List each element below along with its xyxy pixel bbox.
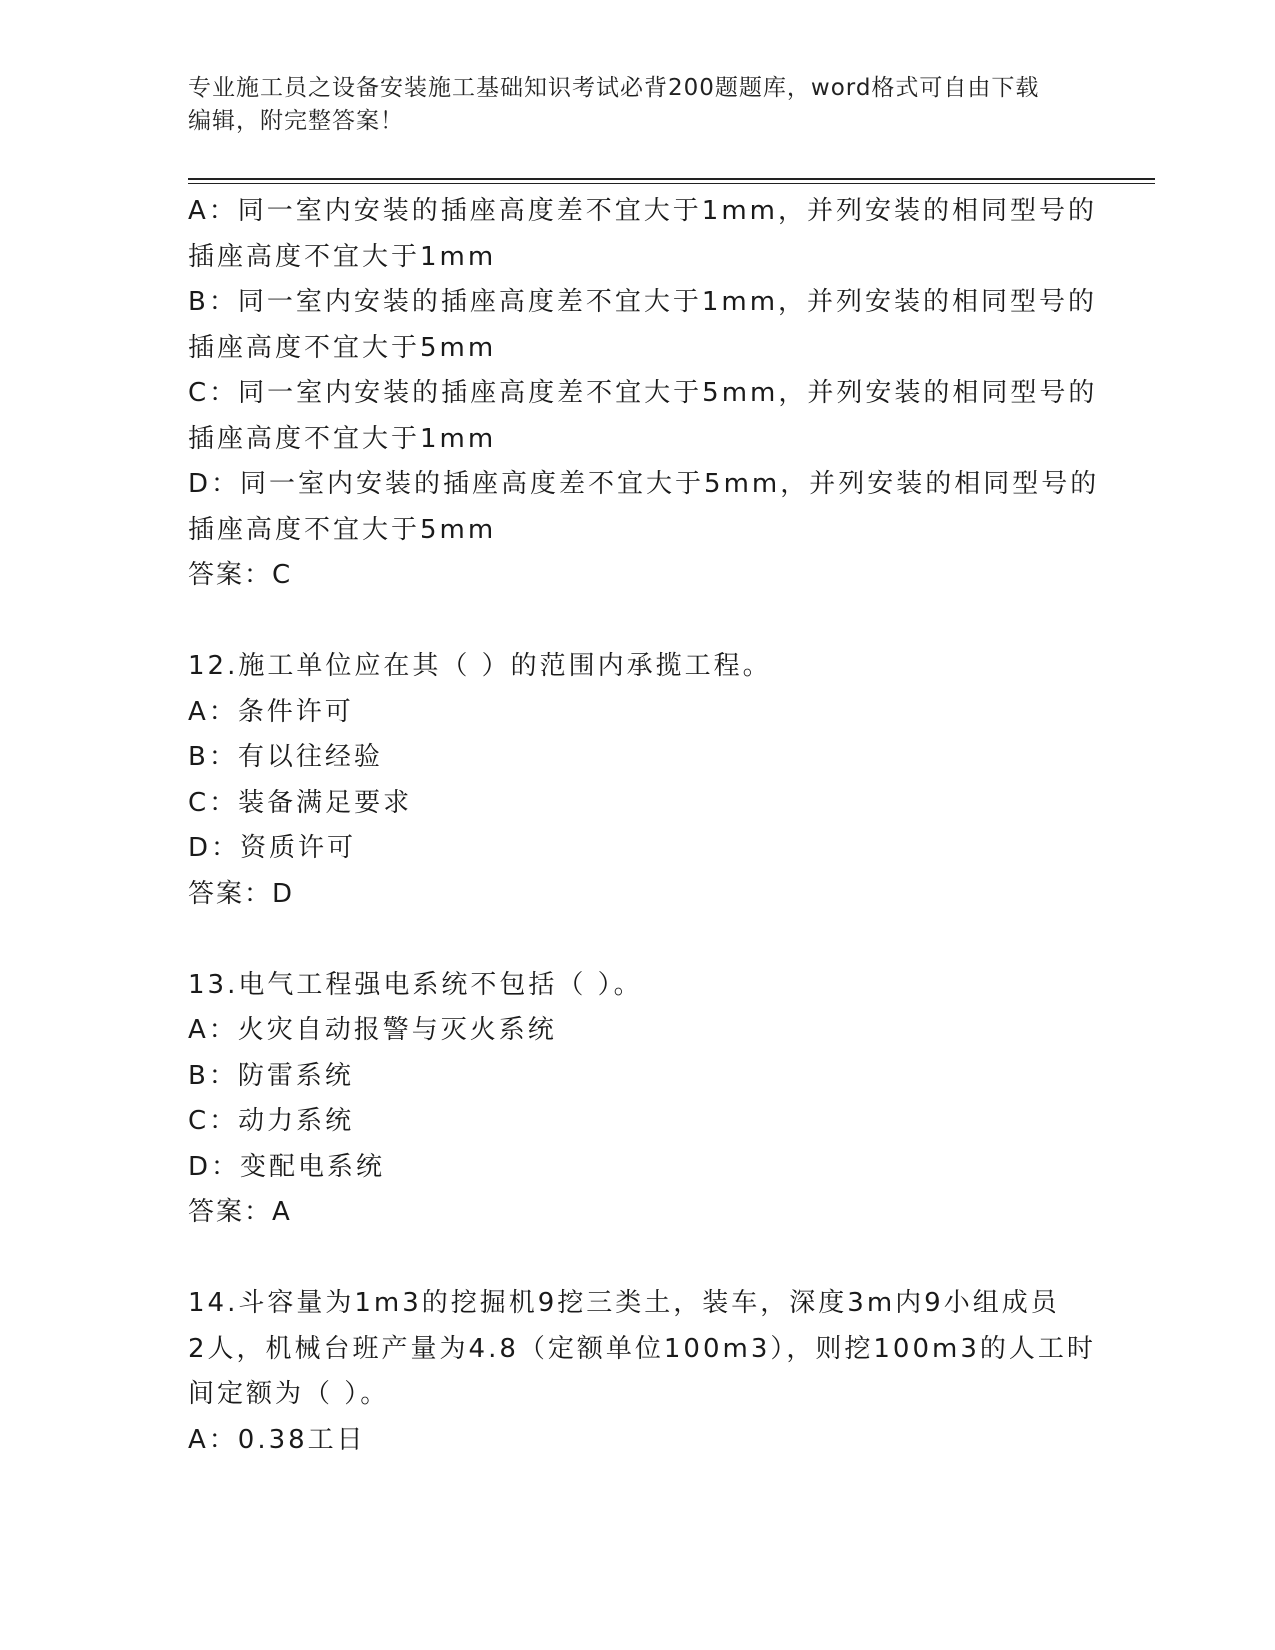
question-13 bbox=[188, 963, 1088, 1236]
option-line: A：同一室内安装的插座高度差不宜大于1mm，并列安装的相同型号的 bbox=[188, 196, 1097, 226]
spacer bbox=[188, 1236, 1088, 1282]
answer-text: 答案：A bbox=[188, 1197, 292, 1227]
header-line-1: 专业施工员之设备安装施工基础知识考试必背200题题库，word格式可自由下载 bbox=[188, 75, 1040, 101]
option-b: B：防雷系统 bbox=[188, 1060, 354, 1091]
header-divider-thin bbox=[188, 183, 1155, 184]
option-a: A：条件许可 bbox=[188, 696, 354, 727]
option-b: B：有以往经验 bbox=[188, 742, 383, 772]
question-text-line-2: 2人，机械台班产量为4.8（定额单位100m3），则挖100m3的人工时 bbox=[188, 1333, 1096, 1364]
option-a: A：火灾自动报警与灭火系统 bbox=[188, 1015, 557, 1045]
answer-text: 答案：C bbox=[188, 560, 293, 590]
option-d: D：资质许可 bbox=[188, 833, 357, 863]
header-line-2: 编辑，附完整答案！ bbox=[188, 108, 404, 134]
option-line: 插座高度不宜大于1mm bbox=[188, 423, 497, 454]
option-line: 插座高度不宜大于5mm bbox=[188, 514, 497, 545]
option-line: 插座高度不宜大于5mm bbox=[188, 332, 497, 363]
question-text-line-1: 14.斗容量为1m3的挖掘机9挖三类土，装车，深度3m内9小组成员 bbox=[188, 1288, 1060, 1318]
question-12 bbox=[188, 644, 1088, 917]
question-11 bbox=[188, 189, 1100, 599]
question-text: 12.施工单位应在其（ ）的范围内承揽工程。 bbox=[188, 651, 772, 681]
option-line: D：同一室内安装的插座高度差不宜大于5mm，并列安装的相同型号的 bbox=[188, 469, 1100, 499]
question-text: 13.电气工程强电系统不包括（ ）。 bbox=[188, 969, 643, 1000]
option-d: D：变配电系统 bbox=[188, 1151, 386, 1182]
option-a: A：0.38工日 bbox=[188, 1424, 366, 1455]
question-content bbox=[188, 189, 1100, 1463]
document-header bbox=[188, 72, 1068, 138]
option-line: B：同一室内安装的插座高度差不宜大于1mm，并列安装的相同型号的 bbox=[188, 287, 1098, 317]
header-divider-thick bbox=[188, 178, 1155, 180]
spacer bbox=[188, 917, 1088, 963]
spacer bbox=[188, 599, 1088, 645]
question-text-line-3: 间定额为（ ）。 bbox=[188, 1379, 390, 1409]
answer-text: 答案：D bbox=[188, 878, 295, 909]
option-c: C：装备满足要求 bbox=[188, 787, 413, 818]
option-line: 插座高度不宜大于1mm bbox=[188, 241, 497, 272]
question-14 bbox=[188, 1281, 1096, 1463]
option-c: C：动力系统 bbox=[188, 1106, 355, 1136]
option-line: C：同一室内安装的插座高度差不宜大于5mm，并列安装的相同型号的 bbox=[188, 378, 1098, 408]
